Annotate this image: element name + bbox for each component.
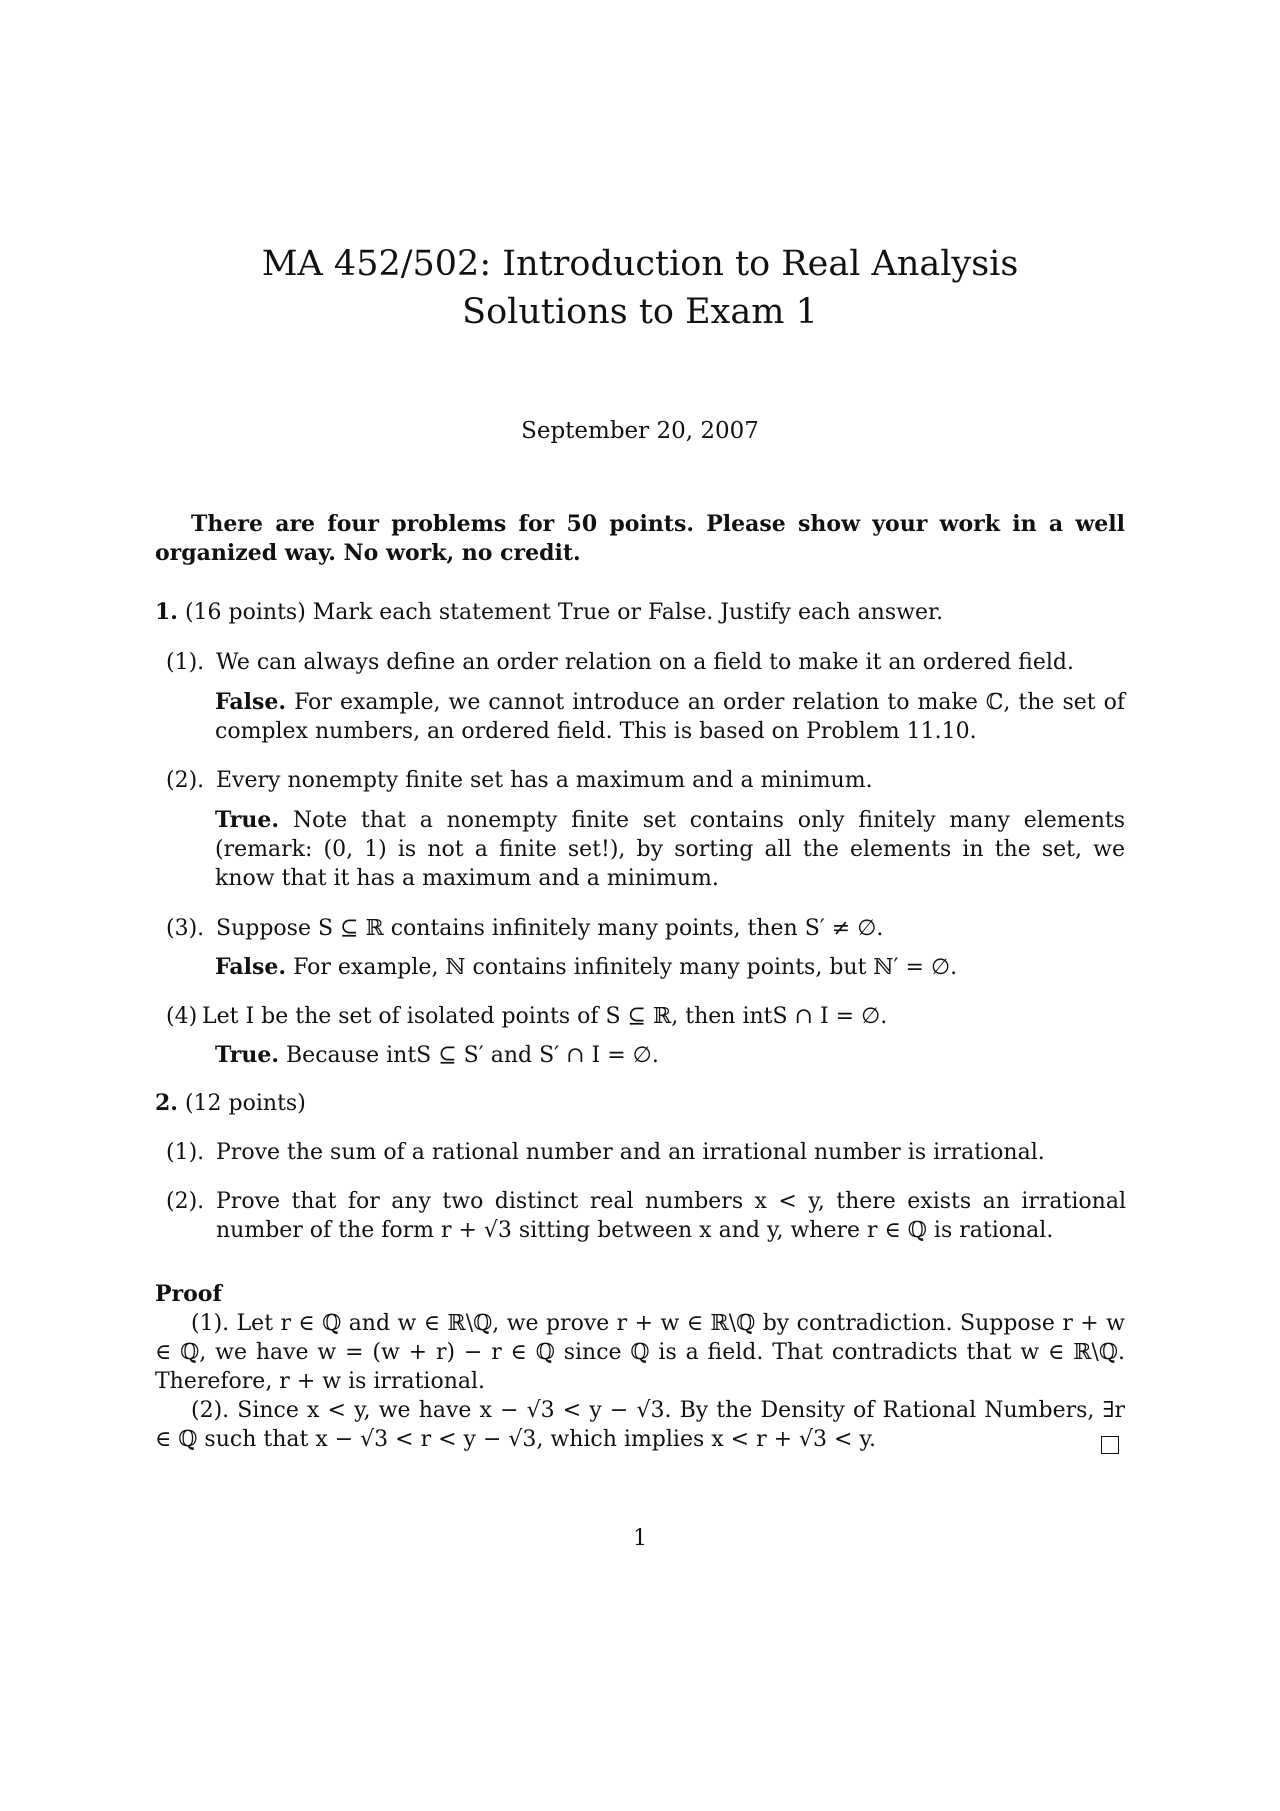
problem-1-item-1 bbox=[166, 648, 1126, 677]
answer-verdict: True. bbox=[215, 1042, 280, 1068]
item-label: (1). bbox=[166, 650, 205, 675]
problem-2-item-1 bbox=[166, 1138, 1126, 1167]
qed-box-icon bbox=[1101, 1436, 1119, 1454]
answer-text: For example, we cannot introduce an order relation to make ℂ, the set of complex numbers, an ordered field. This is based on Problem 11.10. bbox=[215, 690, 1125, 744]
item-statement: Suppose S ⊆ ℝ contains infinitely many points, then S′ ≠ ∅. bbox=[216, 916, 884, 941]
proof-heading: Proof bbox=[155, 1281, 222, 1307]
document-title-line2: Solutions to Exam 1 bbox=[462, 292, 818, 332]
problem-2-item-2 bbox=[166, 1187, 1126, 1245]
problem-1-intro: (16 points) Mark each statement True or False. Justify each answer. bbox=[184, 600, 944, 625]
problem-1-header bbox=[155, 598, 1125, 627]
problem-1-answer-2 bbox=[215, 806, 1125, 893]
proof-section bbox=[155, 1280, 1125, 1454]
item-label: (3). bbox=[166, 916, 205, 941]
proof-paragraph-2: (2). Since x < y, we have x − √3 < y − √3. By the Density of Rational Numbers, ∃r ∈ ℚ such that x − √3 < r < y − √3, which implies x < r + √3 < y. bbox=[155, 1398, 1125, 1452]
item-statement: Let I be the set of isolated points of S ⊆ ℝ, then intS ∩ I = ∅. bbox=[202, 1004, 888, 1029]
page-number: 1 bbox=[633, 1526, 647, 1551]
item-label: (2). bbox=[166, 768, 205, 793]
item-statement: Every nonempty finite set has a maximum and a minimum. bbox=[216, 768, 873, 793]
answer-text: Because intS ⊆ S′ and S′ ∩ I = ∅. bbox=[286, 1043, 659, 1068]
problem-2-number: 2. bbox=[155, 1090, 178, 1116]
document-title-line1: MA 452/502: Introduction to Real Analysis bbox=[261, 244, 1019, 284]
problem-1-item-3 bbox=[166, 914, 1126, 943]
problem-1-item-2 bbox=[166, 766, 1126, 795]
item-statement: Prove that for any two distinct real numbers x < y, there exists an irrational number of the form r + √3 sitting between x and y, where r ∈ ℚ is rational. bbox=[216, 1189, 1126, 1243]
answer-text: Note that a nonempty finite set contains only finitely many elements (remark: (0, 1) is not a finite set!), by sorting all the elements in the set, we know that it has a maximum and a minimum. bbox=[215, 808, 1125, 891]
problem-1-item-4 bbox=[166, 1002, 1126, 1031]
problem-1-number: 1. bbox=[155, 599, 178, 625]
document-date: September 20, 2007 bbox=[521, 418, 759, 444]
problem-2-intro: (12 points) bbox=[184, 1091, 306, 1116]
answer-text: For example, ℕ contains infinitely many points, but ℕ′ = ∅. bbox=[293, 955, 958, 980]
answer-verdict: True. bbox=[215, 807, 280, 833]
item-label: (4) bbox=[166, 1004, 198, 1029]
proof-paragraph-1: (1). Let r ∈ ℚ and w ∈ ℝ\ℚ, we prove r + w ∈ ℝ\ℚ by contradiction. Suppose r + w ∈ ℚ, we have w = (w + r) − r ∈ ℚ since ℚ is a field. That contradicts that w ∈ ℝ\ℚ. Therefore, r + w is irrational. bbox=[155, 1311, 1125, 1394]
item-statement: Prove the sum of a rational number and an irrational number is irrational. bbox=[216, 1140, 1045, 1165]
problem-1-answer-3 bbox=[215, 953, 1125, 982]
item-label: (1). bbox=[166, 1140, 205, 1165]
answer-verdict: False. bbox=[215, 954, 287, 980]
item-label: (2). bbox=[166, 1189, 205, 1214]
exam-instructions: There are four problems for 50 points. Please show your work in a well organized way. No work, no credit. bbox=[155, 511, 1125, 566]
item-statement: We can always define an order relation on a field to make it an ordered field. bbox=[216, 650, 1074, 675]
problem-1-answer-4 bbox=[215, 1041, 1125, 1070]
problem-1-answer-1 bbox=[215, 688, 1125, 746]
problem-2-header bbox=[155, 1089, 1125, 1118]
answer-verdict: False. bbox=[215, 689, 287, 715]
